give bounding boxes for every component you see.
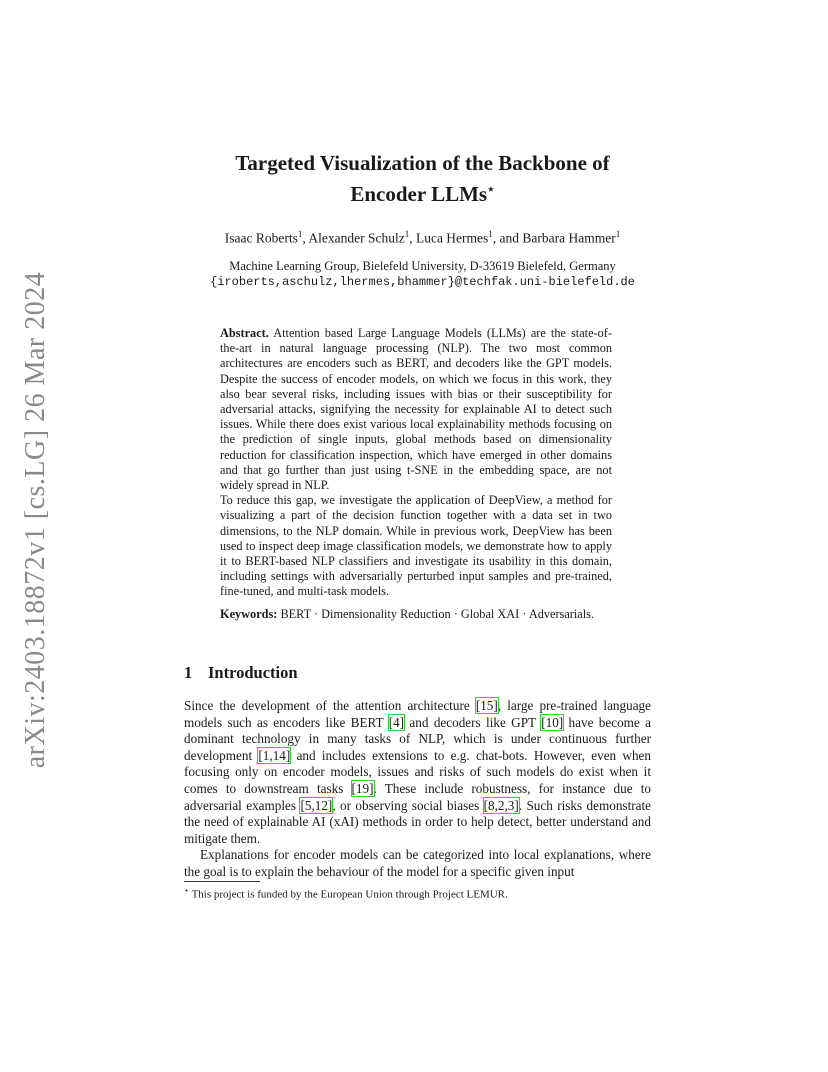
abstract-paragraph-2: To reduce this gap, we investigate the application of DeepView, a method for visualizing a part of the decision function together with a data set in two dimensions, to the NLP domain. While in previous work, DeepView has been used to inspect deep image classification models, we demonstrate how to apply it to BERT-based NLP classifiers and investigate its usability in this domain, including settings with adversarially perturbed input samples and pre-trained, fine-tuned, and multi-task models. — [220, 493, 612, 599]
citation-link[interactable]: [5,12] — [300, 797, 333, 813]
text-run: and includes extensions to e.g. chat-bots. However, even when focusing only on encoder models, issues and risks of such models do exist when it comes to downstream tasks — [184, 747, 651, 796]
text-run: Since the development of the attention architecture — [184, 698, 476, 713]
section-heading — [184, 663, 298, 683]
introduction-body — [184, 698, 651, 881]
abstract — [220, 326, 612, 600]
author-name: Barbara Hammer — [522, 230, 616, 246]
author-name: Isaac Roberts — [224, 230, 298, 246]
abstract-text-1: Attention based Large Language Models (LLMs) are the state-of-the-art in natural language processing (NLP). The two most common architectures are encoders such as BERT, and decoders like the GPT models. Despite the success of encoder models, on which we focus in this work, they also bear several risks, including issues with bias or their susceptibility for adversarial attacks, signifying the necessity for explainable AI to detect such issues. While there does exist various local explainability methods focusing on the prediction of single inputs, global methods based on dimensionality reduction for classification inspection, which have emerged in other domains and that go further than just using t-SNE in the embedding space, are not widely spread in NLP. — [220, 326, 612, 493]
citation-link[interactable]: [8,2,3] — [483, 797, 519, 813]
footnote-mark: ⋆ — [184, 886, 190, 895]
text-run: , or observing social biases — [332, 797, 484, 813]
footnote-divider — [184, 881, 260, 882]
author-affiliation-mark: 1 — [297, 229, 303, 239]
author-name: Alexander Schulz — [308, 230, 405, 246]
footnote — [184, 886, 651, 901]
section-title: Introduction — [208, 663, 298, 682]
intro-paragraph-1 — [184, 698, 651, 847]
affiliation-line: Machine Learning Group, Bielefeld University, D-33619 Bielefeld, Germany — [229, 259, 616, 273]
citation-link[interactable]: [4] — [388, 714, 405, 730]
title-line-2 — [150, 176, 695, 207]
intro-paragraph-2: Explanations for encoder models can be categorized into local explanations, where the goal is to explain the behaviour of the model for a specific given input — [184, 847, 651, 879]
citation-link[interactable]: [15] — [475, 698, 498, 713]
author-affiliation-mark: 1 — [615, 229, 621, 239]
citation-link[interactable]: [1,14] — [258, 747, 291, 763]
author-name: Luca Hermes — [415, 230, 489, 246]
author-emails[interactable]: {iroberts,aschulz,lhermes,bhammer}@techfak.uni-bielefeld.de — [210, 275, 635, 289]
author-list: Isaac Roberts$^1$, Alexander Schulz$^1$, Luca Hermes$^1$, and Barbara Hammer$^1$ — [224, 229, 621, 246]
author-affiliation-mark: 1 — [404, 229, 410, 239]
section-number: 1 — [184, 663, 193, 682]
text-run: . Such risks demonstrate the need of explainable AI (xAI) methods in order to help detect, better understand and mitigate them. — [184, 797, 651, 846]
footnote-text: This project is funded by the European Union through Project LEMUR. — [191, 888, 508, 901]
arxiv-identifier: arXiv:2403.18872v1 [cs.LG] 26 Mar 2024 — [20, 271, 52, 769]
paper-title — [150, 150, 695, 207]
text-run: and decoders like GPT — [404, 714, 542, 730]
arxiv-identifier-stamp — [6, 271, 66, 769]
title-line-1: Targeted Visualization of the Backbone of — [235, 151, 610, 175]
text-run: , large pre-trained language models such as encoders like BERT — [184, 698, 651, 730]
citation-link[interactable]: [19] — [351, 780, 374, 796]
author-affiliation-mark: 1 — [488, 229, 493, 239]
text-run: . These include robustness, for instance due to adversarial examples — [184, 780, 651, 813]
keywords-label: Keywords: — [220, 607, 278, 621]
affiliation-block — [150, 258, 695, 290]
abstract-label: Abstract. — [220, 326, 269, 340]
title-footnote-mark: ⋆ — [487, 182, 495, 196]
text-run: have become a dominant technology in many tasks of NLP, which is under continuous further development — [184, 714, 651, 763]
keywords — [220, 607, 612, 622]
abstract-paragraph-1 — [220, 326, 612, 493]
citation-link[interactable]: [10] — [541, 714, 564, 730]
title-line-2-text: Encoder LLMs — [350, 182, 488, 206]
keywords-text: BERT · Dimensionality Reduction · Global XAI · Adversarials. — [280, 607, 595, 621]
